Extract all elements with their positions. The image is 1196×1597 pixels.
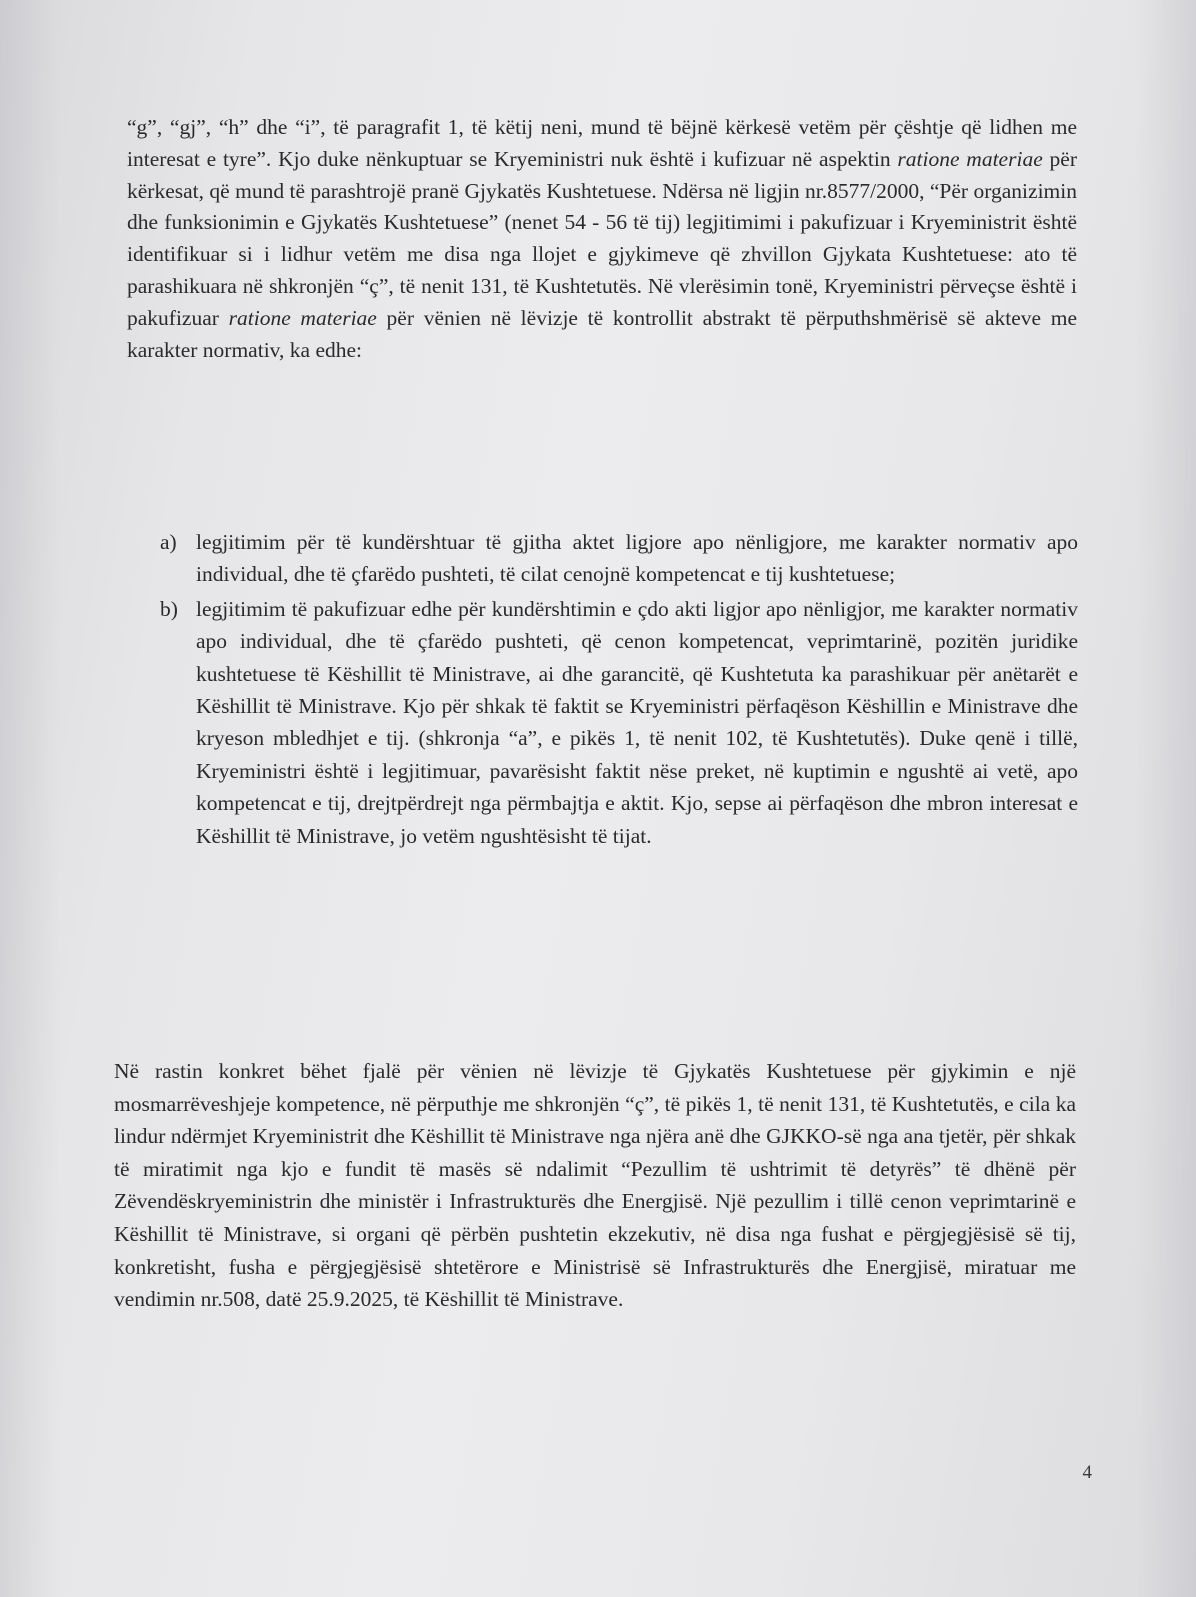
bottom-paragraph [114, 1055, 1076, 1316]
list-item [160, 593, 1078, 852]
list-item [160, 526, 1078, 591]
list-item-text: legjitimim për të kundërshtuar të gjitha aktet ligjore apo nënligjore, me karakter normativ apo individual, dhe të çfarëdo pushteti, të cilat cenojnë kompetencat e tij kushtetuese; [196, 530, 1078, 587]
list-item-marker: a) [160, 530, 177, 554]
list-item-text: legjitimim të pakufizuar edhe për kundërshtimin e çdo akti ligjor apo nënligjor, me karakter normativ apo individual, dhe të çfarëdo pushteti, që cenon kompetencat, veprimtarinë, pozitën juridike kushtetuese të Këshillit të Ministrave, ai dhe garancitë, që Kushtetuta ka parashikuar për anëtarët e Këshillit të Ministrave. Kjo për shkak të faktit se Kryeministri përfaqëson Këshillin e Ministrave dhe kryeson mbledhjet e tij. (shkronja “a”, e pikës 1, të nenit 102, të Kushtetutës). Duke qenë i tillë, Kryeministri është i legjitimuar, pavarësisht faktit nëse preket, në kuptimin e ngushtë ai vetë, apo kompetencat e tij, drejtpërdrejt nga përmbajtja e aktit. Kjo, sepse ai përfaqëson dhe mbron interesat e Këshillit të Ministrave, jo vetëm ngushtësisht të tijat. [196, 596, 1078, 848]
top-paragraph [127, 112, 1077, 366]
page-shadow-right [1136, 0, 1196, 1597]
top-paragraph-part3: për vënien në lëvizje të kontrollit abstrakt të përputhshmërisë së akteve me karakter normativ, ka edhe: [127, 305, 1077, 362]
bottom-paragraph-text: Në rastin konkret bëhet fjalë për vënien në lëvizje të Gjykatës Kushtetuese për gjykimin e një mosmarrëveshjeje kompetence, në përputhje me shkronjën “ç”, të pikës 1, të nenit 131, të Kushtetutës, e cila ka lindur ndërmjet Kryeministrit dhe Këshillit të Ministrave nga njëra anë dhe GJKKO-së nga ana tjetër, për shkak të miratimit nga kjo e fundit të masës së ndalimit “Pezullim të ushtrimit të detyrës” të dhënë për Zëvendëskryeministrin dhe ministër i Infrastrukturës dhe Energjisë. Një pezullim i tillë cenon veprimtarinë e Këshillit të Ministrave, si organi që përbën pushtetin ekzekutiv, në disa nga fushat e përgjegjësisë së tij, konkretisht, fusha e përgjegjësisë shtetërore e Ministrisë së Infrastrukturës dhe Energjisë, miratuar me vendimin nr.508, datë 25.9.2025, të Këshillit të Ministrave. [114, 1059, 1076, 1312]
top-paragraph-italic1: ratione materiae [897, 146, 1043, 171]
enumerated-list [160, 526, 1078, 852]
top-paragraph-part2: për kërkesat, që mund të parashtrojë pranë Gjykatës Kushtetuese. Ndërsa në ligjin nr.8577/2000, “Për organizimin dhe funksionimin e Gjykatës Kushtetuese” (nenet 54 - 56 të tij) legjitimimi i pakufizuar i Kryeministrit është identifikuar si i lidhur vetëm me disa nga llojet e gjykimeve që zhvillon Gjykata Kushtetuese: ato të parashikuara në shkronjën “ç”, të nenit 131, të Kushtetutës. Në vlerësimin tonë, Kryeministri përveçse është i pakufizuar [127, 146, 1078, 330]
page-number: 4 [1082, 1462, 1092, 1483]
top-paragraph-part1: “g”, “gj”, “h” dhe “i”, të paragrafit 1, të këtij neni, mund të bëjnë kërkesë vetëm për çështje që lidhen me interesat e tyre”. Kjo duke nënkuptuar se Kryeministri nuk është i kufizuar në aspektin [127, 115, 1077, 171]
top-paragraph-italic2: ratione materiae [228, 305, 377, 330]
page-shadow-left [0, 0, 60, 1597]
top-paragraph-text [127, 112, 1077, 366]
list-item-marker: b) [160, 596, 178, 621]
